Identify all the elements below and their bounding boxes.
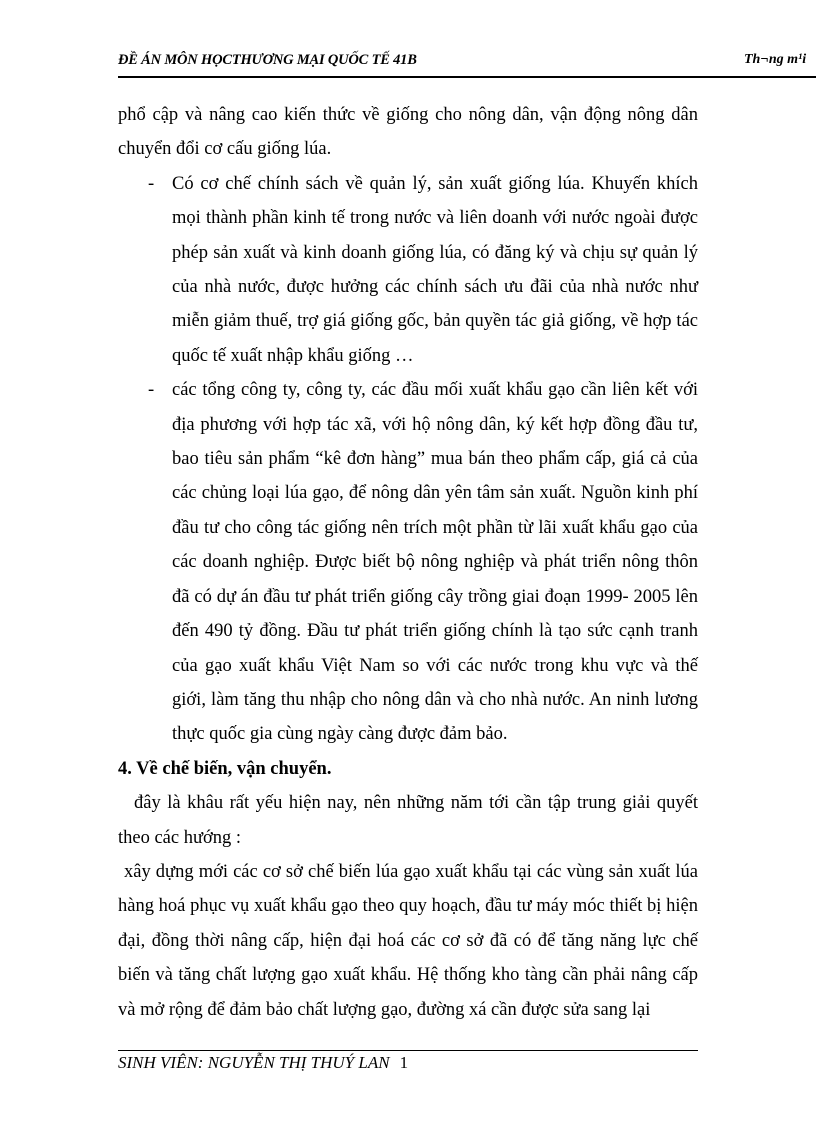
intro-paragraph: phổ cập và nâng cao kiến thức về giống cho nông dân, vận động nông dân chuyển đổi cơ cấu giống lúa. [118, 105, 698, 160]
page-header-right: Th¬ng m¹i [744, 52, 807, 67]
page-header-title: ĐỀ ÁN MÔN HỌCTHƯƠNG MẠI QUỐC TẾ 41B [118, 52, 417, 68]
footer-author: SINH VIÊN: NGUYỄN THỊ THUÝ LAN [118, 1053, 390, 1072]
bullet-dash: - [148, 173, 155, 194]
section-paragraph: xây dựng mới các cơ sở chế biến lúa gạo xuất khẩu tại các vùng sản xuất lúa hàng hoá phục vụ xuất khẩu gạo theo quy hoạch, đầu tư máy móc thiết bị hiện đại, đồng thời nâng cấp, hiện đại hoá các cơ sở đã có để tăng năng lực chế biến và tăng chất lượng gạo xuất khẩu. Hệ thống kho tàng cần phải nâng cấp và mở rộng để đảm bảo chất lượng gạo, đường xá cần được sửa sang lại [118, 861, 698, 1020]
document-body [118, 98, 698, 1027]
section-heading: 4. Về chế biến, vận chuyển. [118, 758, 332, 779]
header-divider [118, 76, 816, 78]
bullet-dash: - [148, 380, 155, 401]
bullet-item [118, 167, 698, 373]
page-number: 1 [399, 1053, 409, 1072]
bullet-item [118, 373, 698, 751]
section-paragraph: đây là khâu rất yếu hiện nay, nên những năm tới cần tập trung giải quyết theo các hướng : [118, 793, 698, 848]
page-footer [118, 1053, 408, 1073]
bullet-text: Có cơ chế chính sách về quản lý, sản xuất giống lúa. Khuyến khích mọi thành phần kinh tế trong nước và liên doanh với nước ngoài được phép sản xuất và kinh doanh giống lúa, có đăng ký và chịu sự quản lý của nhà nước, được hưởng các chính sách ưu đãi của nhà nước như miễn giảm thuế, trợ giá giống gốc, bản quyền tác giả giống, về hợp tác quốc tế xuất nhập khẩu giống … [172, 173, 698, 366]
footer-divider [118, 1050, 698, 1051]
bullet-text: các tổng công ty, công ty, các đầu mối xuất khẩu gạo cần liên kết với địa phương với hợp tác xã, với hộ nông dân, ký kết hợp đồng đầu tư, bao tiêu sản phẩm “kê đơn hàng” mua bán theo phẩm cấp, giá cả của các chủng loại lúa gạo, để nông dân yên tâm sản xuất. Nguồn kinh phí đầu tư cho công tác giống nên trích một phần từ lãi xuất khẩu gạo của các doanh nghiệp. Được biết bộ nông nghiệp và phát triển nông thôn đã có dự án đầu tư phát triển giống cây trồng giai đoạn 1999- 2005 lên đến 490 tỷ đồng. Đầu tư phát triển giống chính là tạo sức cạnh tranh của gạo xuất khẩu Việt Nam so với các nước trong khu vực và thế giới, làm tăng thu nhập cho nông dân và cho nhà nước. An ninh lương thực quốc gia cùng ngày càng được đảm bảo. [172, 380, 698, 745]
